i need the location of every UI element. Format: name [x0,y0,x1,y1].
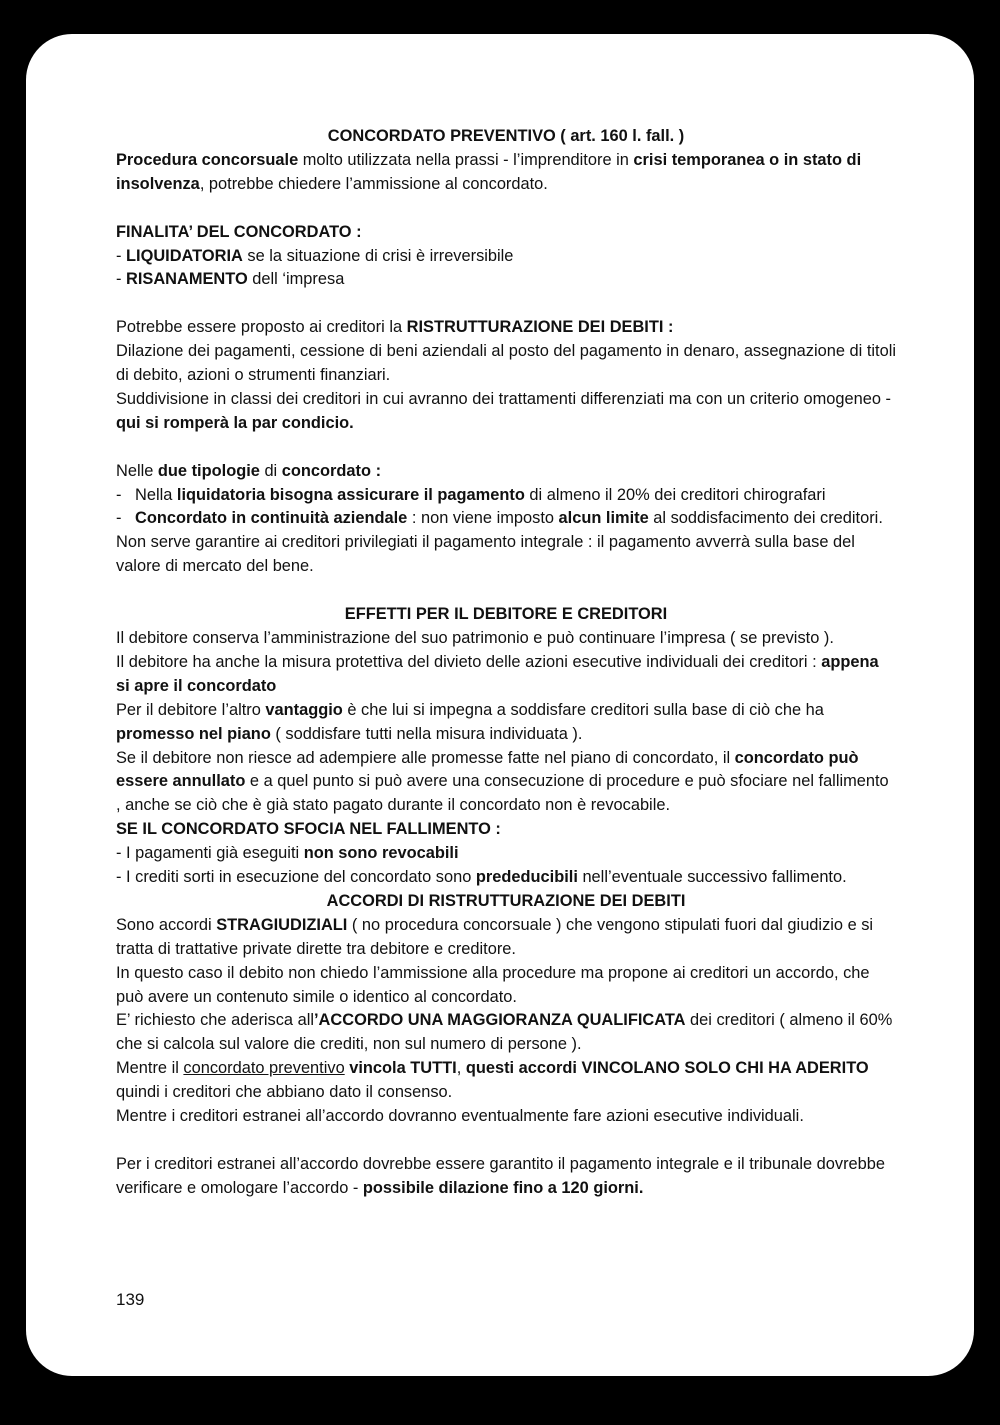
bold-text: CONCORDATO PREVENTIVO ( art. 160 l. fall. ) [327,127,685,145]
bold-text: questi accordi VINCOLANO SOLO CHI HA ADERITO [465,1059,869,1078]
document-page [26,34,974,1376]
paragraph [116,962,896,1010]
bold-text: Concordato in continuità aziendale [135,509,408,528]
text-run: Suddivisione in classi dei creditori in cui avranno dei trattamenti differenziati ma con un criterio omogeneo - [116,389,892,408]
paragraph [116,1153,896,1201]
text-run: , [456,1059,466,1078]
text-run: - [116,246,127,265]
bold-text: non sono revocabili [303,844,459,863]
bold-text: appena si apre il concordato [116,652,879,695]
dash-list-item [116,507,896,531]
text-run: Per i creditori estranei all’accordo dovrebbe essere garantito il pagamento integrale e il tribunale dovrebbe verificare e omologare l’accordo - [116,1154,885,1197]
text-run: , potrebbe chiedere l’ammissione al concordato. [199,174,548,193]
bold-text: RISANAMENTO [126,270,248,289]
text-run: Nelle [116,461,158,480]
bold-text: concordato : [281,461,382,480]
paragraph [116,268,896,292]
text-run: ( soddisfare tutti nella misura individuata ). [270,724,583,743]
bold-text: vantaggio [265,700,343,719]
text-run: Per il debitore l’altro [116,700,266,719]
paragraph-spacer [116,579,896,603]
text-run: dell ‘impresa [247,270,345,289]
paragraph [116,245,896,269]
paragraph [116,388,896,436]
page-number: 139 [116,1290,145,1309]
bold-text: crisi temporanea o in stato di insolvenza [116,150,862,193]
text-run: Potrebbe essere proposto ai creditori la [116,318,407,337]
bold-text: STRAGIUDIZIALI [216,915,348,934]
paragraph-spacer [116,436,896,460]
bold-text: RISTRUTTURAZIONE DEI DEBITI : [406,318,674,337]
text-run: Mentre il [116,1059,184,1078]
text-run: ( no procedura concorsuale ) che vengono stipulati fuori dal giudizio e si tratta di trattative private dirette tra debitore e creditore. [116,915,874,958]
paragraph [116,627,896,651]
text-run: : non viene imposto [407,509,559,528]
section-heading [116,890,896,914]
text-run: Nella [135,485,177,504]
text-run: Non serve garantire ai creditori privilegiati il pagamento integrale : il pagamento avverrà sulla base del valore di mercato del bene. [116,533,855,576]
bold-text: prededucibili [475,868,578,887]
paragraph-spacer [116,292,896,316]
dash-bullet: - [116,485,122,504]
paragraph [116,149,896,197]
paragraph [116,531,896,579]
paragraph [116,866,896,890]
paragraph [116,460,896,484]
underlined-text: concordato preventivo [183,1059,345,1078]
text-run: Sono accordi [116,915,217,934]
paragraph [116,651,896,699]
paragraph [116,1057,896,1105]
bold-text: LIQUIDATORIA [126,246,243,265]
text-run: Se il debitore non riesce ad adempiere alle promesse fatte nel piano di concordato, il [116,748,735,767]
dash-list-item [116,484,896,508]
bold-text: alcun limite [558,509,649,528]
bold-text: promesso nel piano [116,724,271,743]
bold-text: concordato può essere annullato [116,748,859,791]
text-run: al soddisfacimento dei creditori. [648,509,883,528]
dash-bullet: - [116,509,122,528]
bold-text: due tipologie [157,461,260,480]
section-heading [116,125,896,149]
text-run: - I crediti sorti in esecuzione del concordato sono [116,868,476,887]
bold-text: qui si romperà la par condicio. [116,413,354,432]
bold-text: possibile dilazione fino a 120 giorni. [362,1178,644,1197]
paragraph [116,221,896,245]
text-run: se la situazione di crisi è irreversibile [242,246,514,265]
text-run: Mentre i creditori estranei all’accordo dovranno eventualmente fare azioni esecutive individuali. [116,1107,804,1126]
text-run: - [116,270,127,289]
paragraph [116,316,896,340]
text-run: In questo caso il debito non chiedo l’ammissione alla procedure ma propone ai creditori un accordo, che può avere un contenuto simile o identico al concordato. [116,963,870,1006]
bold-text: ACCORDI DI RISTRUTTURAZIONE DEI DEBITI [326,891,686,910]
text-run: quindi i creditori che abbiano dato il consenso. [116,1083,453,1102]
text-run: Dilazione dei pagamenti, cessione di beni aziendali al posto del pagamento in denaro, assegnazione di titoli di debito, azioni o strumenti finanziari. [116,342,896,385]
text-run: e a quel punto si può avere una consecuzione di procedure e può sfociare nel fallimento , anche se ciò che è già stato pagato durante il concordato non è revocabile. [116,772,889,815]
text-run: nell’eventuale successivo fallimento. [577,868,847,887]
section-heading [116,603,896,627]
text-run: di [259,461,282,480]
text-run: molto utilizzata nella prassi - l’imprenditore in [298,150,634,169]
paragraph-spacer [116,197,896,221]
text-run: Il debitore conserva l’amministrazione del suo patrimonio e può continuare l’impresa ( se previsto ). [116,628,834,647]
paragraph-spacer [116,1129,896,1153]
bold-text: ’ACCORDO UNA MAGGIORANZA QUALIFICATA [314,1011,686,1030]
document-body [116,125,896,1201]
text-run: è che lui si impegna a soddisfare creditori sulla base di ciò che ha [342,700,824,719]
paragraph [116,747,896,819]
text-run: dei creditori ( almeno il 60% che si calcola sul valore die crediti, non sul numero di persone ). [116,1011,893,1054]
paragraph [116,1105,896,1129]
text-run: - I pagamenti già eseguiti [116,844,304,863]
bold-text: liquidatoria bisogna assicurare il pagamento [176,485,525,504]
paragraph [116,818,896,842]
bold-text: EFFETTI PER IL DEBITORE E CREDITORI [344,605,668,624]
bold-text: vincola TUTTI [349,1059,457,1078]
bold-text: Procedura concorsuale [116,150,299,169]
paragraph [116,699,896,747]
bold-text: FINALITA’ DEL CONCORDATO : [116,222,362,241]
paragraph [116,842,896,866]
paragraph [116,1009,896,1057]
paragraph [116,340,896,388]
text-run: di almeno il 20% dei creditori chirografari [524,485,826,504]
text-run: Il debitore ha anche la misura protettiva del divieto delle azioni esecutive individuali dei creditori : [116,652,822,671]
bold-text: SE IL CONCORDATO SFOCIA NEL FALLIMENTO : [116,820,501,839]
paragraph [116,914,896,962]
text-run: E’ richiesto che aderisca all [116,1011,314,1030]
